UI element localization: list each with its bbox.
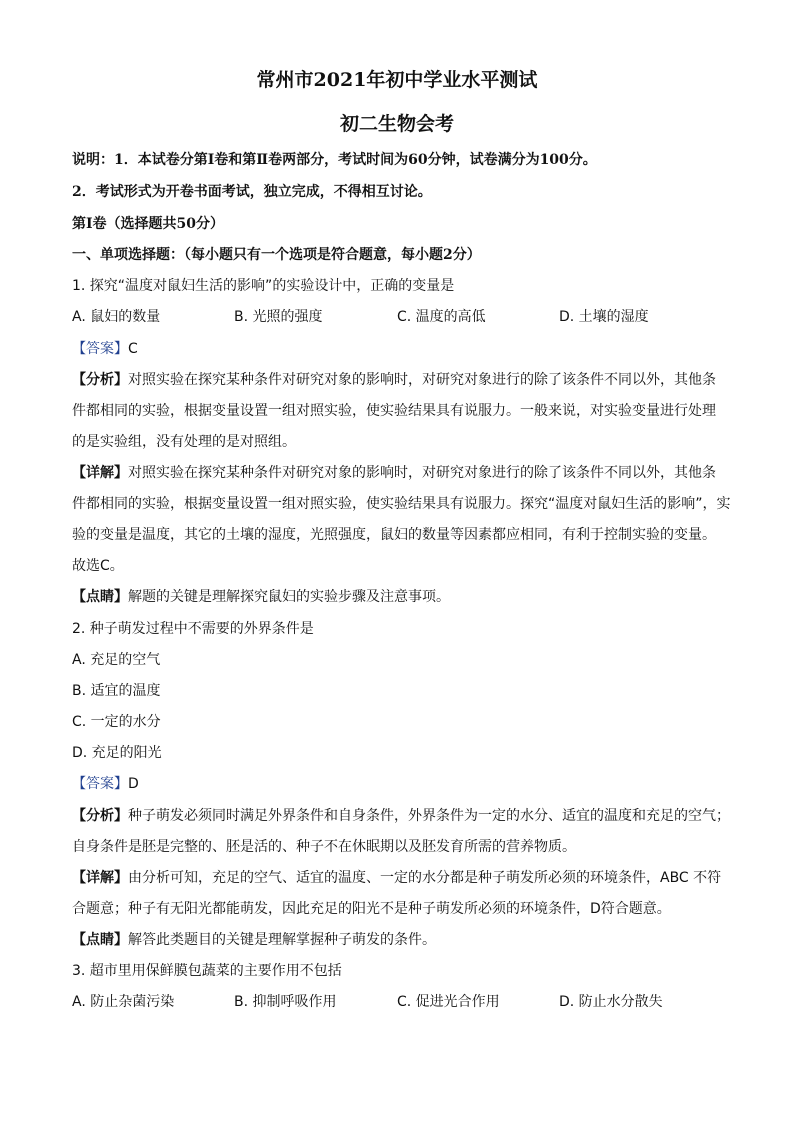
comment-text: 解答此类题目的关键是理解掌握种子萌发的条件。	[128, 932, 436, 948]
comment-tag: 【点睛】	[72, 589, 128, 605]
question-2-analysis-line-1	[72, 806, 730, 826]
question-1-option-b: B. 光照的强度	[234, 309, 323, 325]
detail-text: 由分析可知，充足的空气、适宜的温度、一定的水分都是种子萌发所必须的环境条件，ABC 不符	[128, 870, 722, 886]
page-subtitle: 初二生物会考	[339, 113, 454, 135]
question-2-analysis-line-2: 自身条件是胚是完整的、胚是活的、种子不在休眠期以及胚发育所需的营养物质。	[72, 839, 576, 855]
page-title: 常州市2021年初中学业水平测试	[256, 69, 538, 91]
analysis-tag: 【分析】	[72, 808, 128, 824]
question-1-detail-line-1	[72, 463, 716, 483]
question-1-option-c: C. 温度的高低	[397, 309, 486, 325]
question-3-option-a: A. 防止杂菌污染	[72, 994, 175, 1010]
question-2-option-b: B. 适宜的温度	[72, 683, 161, 699]
analysis-text: 对照实验在探究某种条件对研究对象的影响时，对研究对象进行的除了该条件不同以外，其他条	[128, 372, 716, 388]
answer-tag: 【答案】	[72, 776, 128, 792]
answer-tag: 【答案】	[72, 341, 128, 357]
detail-tag: 【详解】	[72, 870, 128, 886]
question-1-detail-line-2: 件都相同的实验，根据变量设置一组对照实验，使实验结果具有说服力。探究“温度对鼠妇生活的影响”，实	[72, 496, 731, 512]
question-1-comment	[72, 587, 450, 607]
detail-tag: 【详解】	[72, 465, 128, 481]
question-2-option-c: C. 一定的水分	[72, 714, 161, 730]
question-2-answer	[72, 774, 139, 794]
instruction-note-2: 2．考试形式为开卷书面考试，独立完成，不得相互讨论。	[72, 184, 432, 200]
question-1-analysis-line-1	[72, 370, 716, 390]
question-2-option-a: A. 充足的空气	[72, 652, 161, 668]
question-2-stem: 2. 种子萌发过程中不需要的外界条件是	[72, 621, 314, 637]
comment-tag: 【点睛】	[72, 932, 128, 948]
question-1-stem: 1. 探究“温度对鼠妇生活的影响”的实验设计中，正确的变量是	[72, 278, 455, 294]
part-heading: 一、单项选择题：（每小题只有一个选项是符合题意，每小题2分）	[72, 247, 481, 263]
answer-value: D	[128, 776, 139, 792]
section-heading: 第Ⅰ卷（选择题共50分）	[72, 216, 225, 232]
question-1-answer	[72, 339, 138, 359]
question-1-option-a: A. 鼠妇的数量	[72, 309, 161, 325]
question-1-detail-line-4: 故选C。	[72, 558, 124, 574]
detail-text: 对照实验在探究某种条件对研究对象的影响时，对研究对象进行的除了该条件不同以外，其他条	[128, 465, 716, 481]
instruction-note-1: 说明：1．本试卷分第Ⅰ卷和第Ⅱ卷两部分，考试时间为60分钟，试卷满分为100分。	[72, 152, 597, 168]
question-2-detail-line-1	[72, 868, 721, 888]
question-3-option-b: B. 抑制呼吸作用	[234, 994, 337, 1010]
question-2-comment	[72, 930, 436, 950]
question-1-analysis-line-2: 件都相同的实验，根据变量设置一组对照实验，使实验结果具有说服力。一般来说，对实验变量进行处理	[72, 403, 716, 419]
question-1-analysis-line-3: 的是实验组，没有处理的是对照组。	[72, 434, 296, 450]
question-1-option-d: D. 土壤的湿度	[559, 309, 649, 325]
analysis-text: 种子萌发必须同时满足外界条件和自身条件，外界条件为一定的水分、适宜的温度和充足的空气；	[128, 808, 730, 824]
question-2-option-d: D. 充足的阳光	[72, 745, 162, 761]
comment-text: 解题的关键是理解探究鼠妇的实验步骤及注意事项。	[128, 589, 450, 605]
question-3-option-c: C. 促进光合作用	[397, 994, 500, 1010]
question-1-detail-line-3: 验的变量是温度，其它的土壤的湿度，光照强度，鼠妇的数量等因素都应相同，有利于控制实验的变量。	[72, 527, 716, 543]
analysis-tag: 【分析】	[72, 372, 128, 388]
question-3-option-d: D. 防止水分散失	[559, 994, 663, 1010]
answer-value: C	[128, 341, 138, 357]
question-3-stem: 3. 超市里用保鲜膜包蔬菜的主要作用不包括	[72, 963, 342, 979]
question-2-detail-line-2: 合题意；种子有无阳光都能萌发，因此充足的阳光不是种子萌发所必须的环境条件，D符合题意。	[72, 901, 671, 917]
